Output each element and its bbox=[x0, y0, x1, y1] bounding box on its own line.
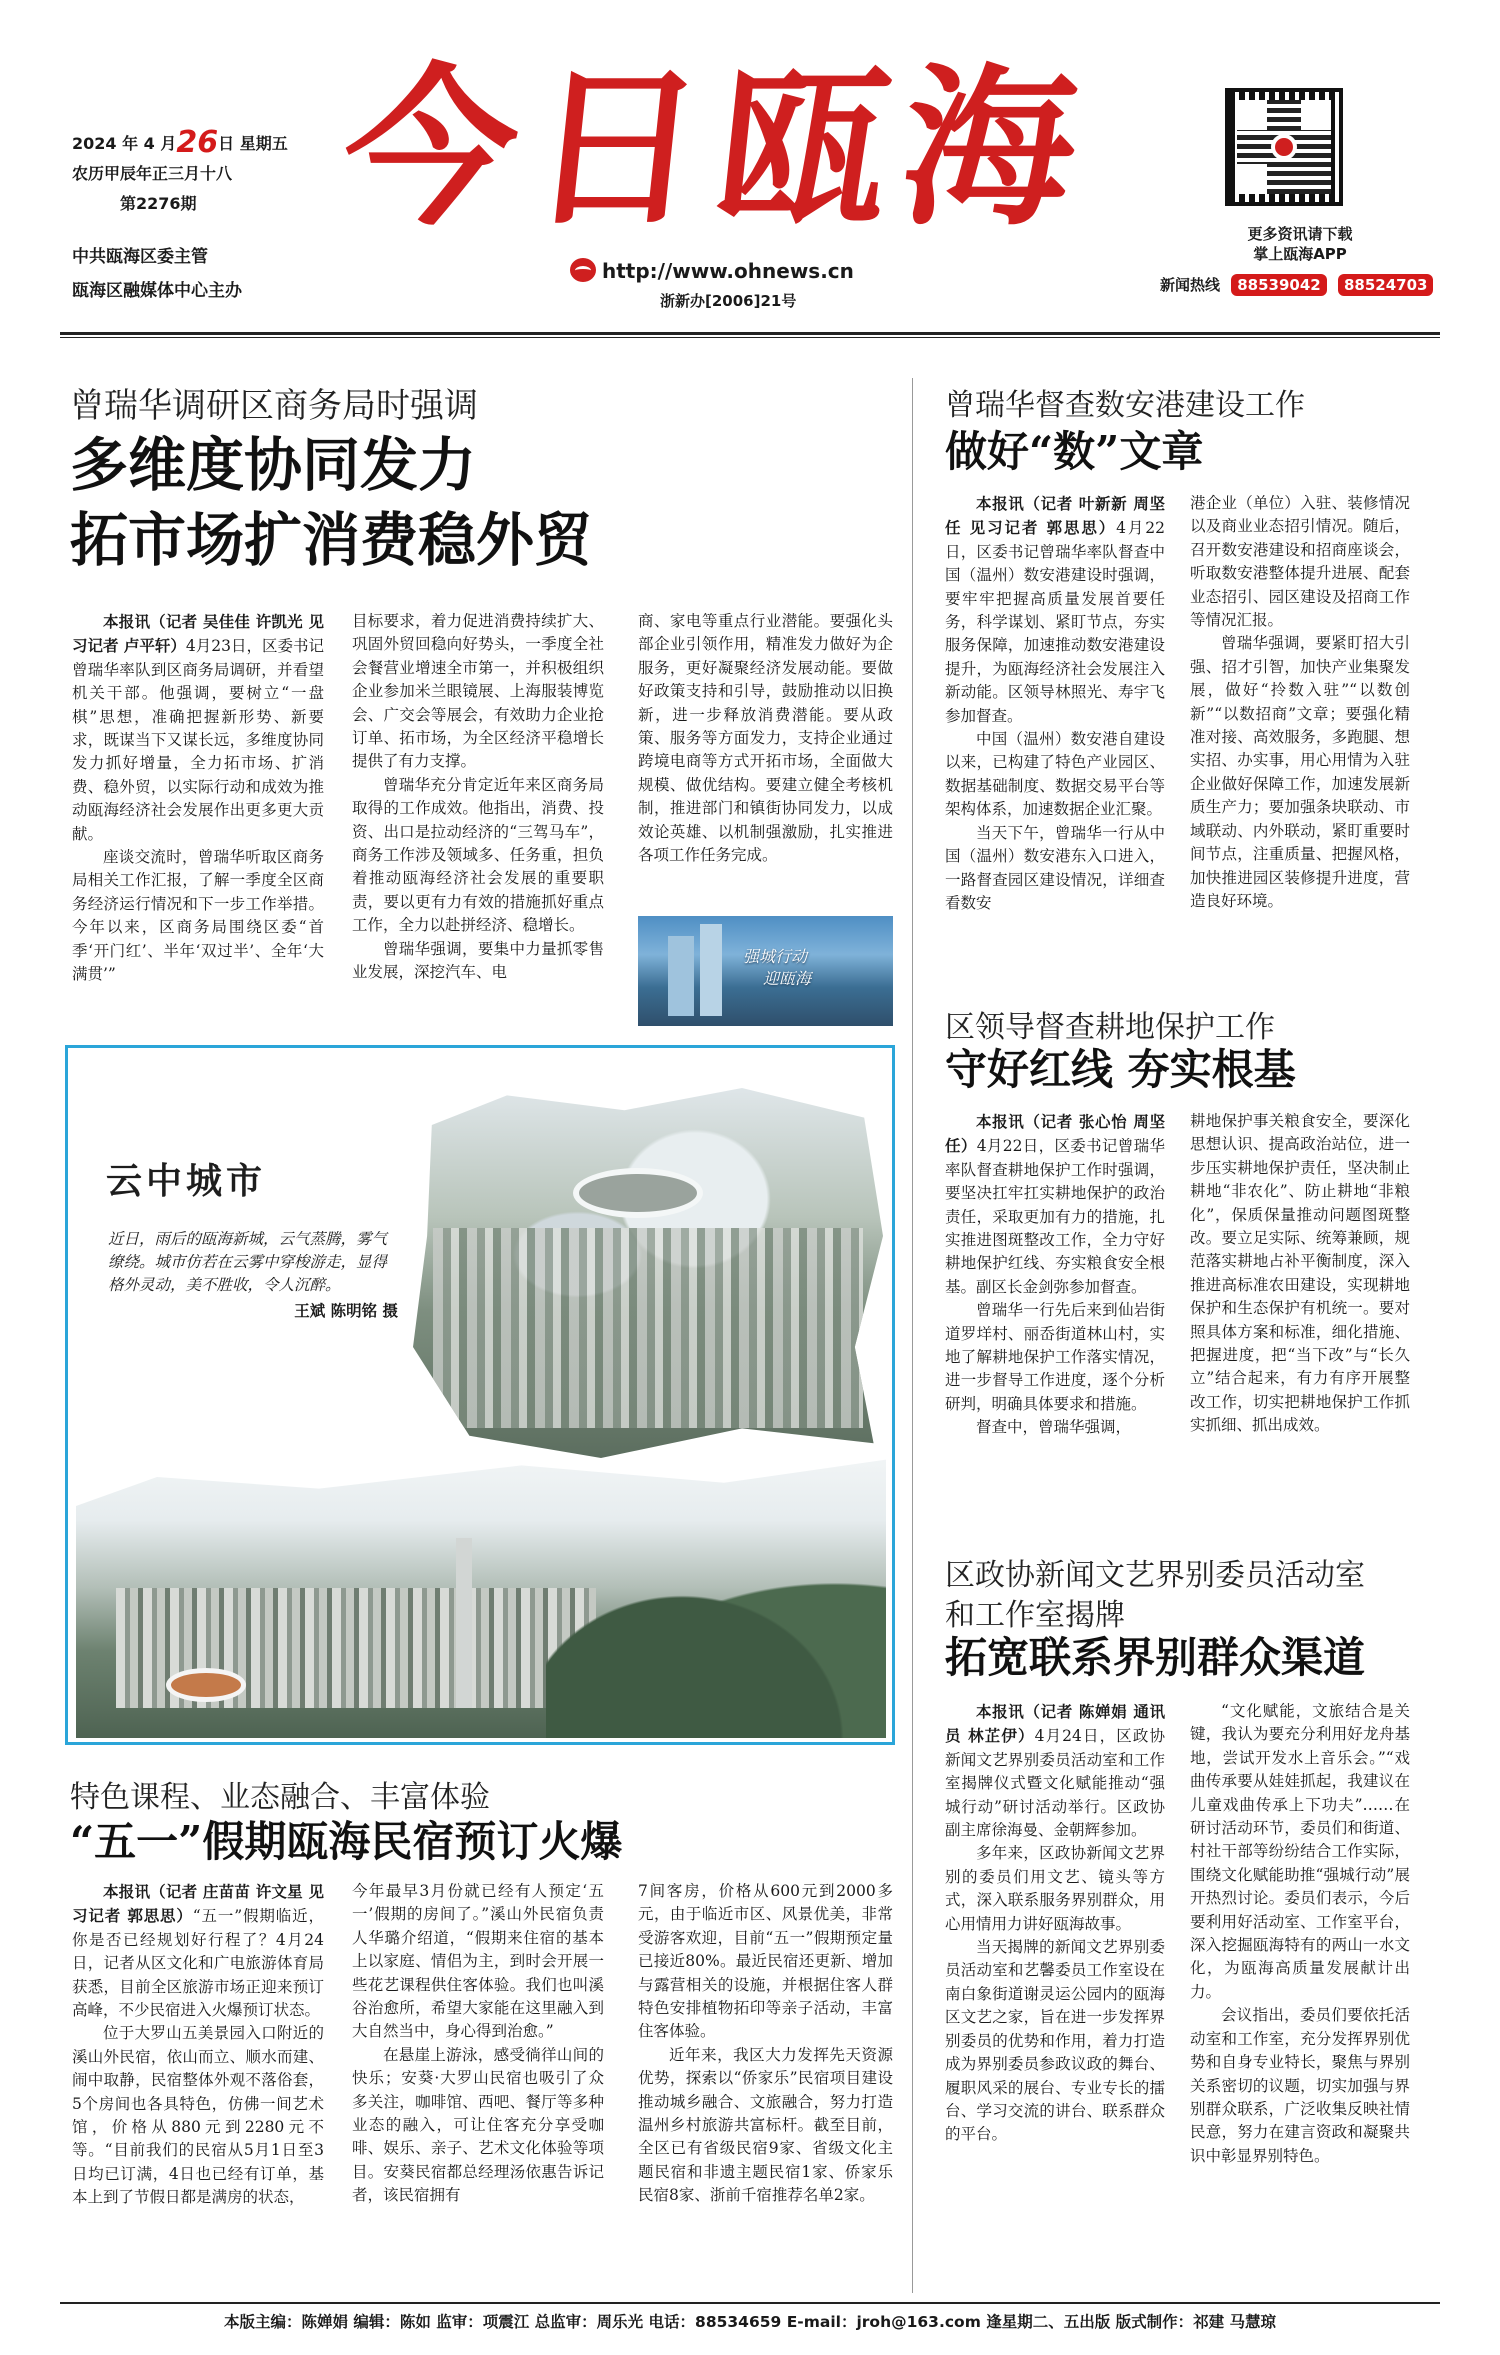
farmland-para-1: 4月22日，区委书记曾瑞华率队督查耕地保护工作时强调，要坚决扛牢扛实耕地保护的政治责任，采取更加有力的措施，扎实推进图斑整改工作，全力守好耕地保护红线、夯实粮食安全根基。副区长金剑弥参加督查。 bbox=[945, 1137, 1165, 1296]
app-line-2: 掌上瓯海APP bbox=[1253, 245, 1347, 263]
photo-title: 云中城市 bbox=[106, 1160, 267, 1202]
farmland-para-3: 督查中，曾瑞华强调， bbox=[976, 1418, 1132, 1437]
digital-para-1: 4月22日，区委书记曾瑞华率队督查中国（温州）数安港建设时强调，要牢牢把握高质量发展首要任务，科学谋划、紧盯节点，夯实服务保障，加速推动数安港建设提升，为瓯海经济社会发展注入新动能。区领导林照光、寿宇飞参加督查。 bbox=[945, 519, 1165, 725]
website-url[interactable]: http://www.ohnews.cn bbox=[602, 259, 854, 283]
hotline-number-2: 88524703 bbox=[1338, 274, 1434, 296]
homestay-para-5: 7间客房，价格从600元到2000多元，由于临近市区、风景优美，非常受游客欢迎，目前“五一”假期预定量已接近80%。最近民宿还更新、增加与露营相关的设施，并根据住客人群特色安排植物拓印等亲子活动，丰富住客体验。 bbox=[638, 1882, 893, 2041]
cppcc-para-3: 当天揭牌的新闻文艺界别委员活动室和艺馨委员工作室设在南白象街道谢灵运公园内的瓯海区文艺之家，旨在进一步发挥界别委员的优势和作用，着力打造成为界别委员参政议政的舞台、履职风采的展台、专业专长的擂台、学习交流的讲台、联系群众的平台。 bbox=[945, 1938, 1165, 2144]
masthead-rule-thin bbox=[60, 337, 1440, 338]
digital-column-2 bbox=[1190, 492, 1410, 977]
digital-para-3: 当天下午，曾瑞华一行从中国（温州）数安港东入口进入，一路督查园区建设情况，详细查看数安 bbox=[945, 823, 1165, 912]
lead-column-2 bbox=[352, 610, 604, 1030]
lead-column-3 bbox=[638, 610, 893, 905]
photo-credit: 王斌 陈明铭 摄 bbox=[294, 1301, 398, 1320]
editorial-footer: 本版主编：陈婵娟 编辑：陈如 监审：项震江 总监审：周乐光 电话：88534659 E-mail：jroh@163.com 逢星期二、五出版 版式制作：祁建 马慧琼 bbox=[223, 2313, 1277, 2331]
farmland-para-4: 耕地保护事关粮食安全，要深化思想认识、提高政治站位，进一步压实耕地保护责任，坚决制止耕地“非农化”、防止耕地“非粮化”，保质保量推动问题图斑整改。要立足实际、统筹兼顾，规范落实耕地占补平衡制度，深入推进高标准农田建设，实现耕地保护和生态保护有机统一。要对照具体方案和标准，细化措施、把握进度，把“当下改”与“长久立”结合起来，有力有序开展整改工作，切实把耕地保护工作抓实抓细、抓出成效。 bbox=[1190, 1112, 1410, 1435]
cppcc-para-5: 会议指出，委员们要依托活动室和工作室，充分发挥界别优势和自身专业特长，聚焦与界别关系密切的议题，切实加强与界别群众联系，广泛收集反映社情民意，努力在建言资政和凝聚共识中彰显界别特色。 bbox=[1190, 2006, 1410, 2165]
farmland-column-1 bbox=[945, 1110, 1165, 1535]
masthead-rule bbox=[60, 332, 1440, 335]
banner-slogan: 强城行动 迎瓯海 bbox=[743, 947, 812, 988]
digital-headline: 做好“数”文章 bbox=[945, 427, 1204, 476]
aerial-photo-top bbox=[413, 1088, 883, 1458]
homestay-para-4: 在悬崖上游泳，感受徜徉山间的快乐；安葵·大罗山民宿也吸引了众多关注，咖啡馆、西吧、餐厅等多种业态的融入，可让住客充分享受咖啡、娱乐、亲子、艺术文化体验等项目。安葵民宿都总经理汤依惠告诉记者，该民宿拥有 bbox=[352, 2045, 604, 2205]
lead-para-6: 商、家电等重点行业潜能。要强化头部企业引领作用，精准发力做好为企服务，更好凝聚经济发展动能。要做好政策支持和引导，鼓励推动以旧换新，进一步释放消费潜能。要从政策、服务等方面发力，支持企业通过跨境电商等方式开拓市场，全面做大规模、做优结构。要建立健全考核机制，推进部门和镇街协同发力，以成效论英雄、以机制强激励，扎实推进各项工作任务完成。 bbox=[638, 612, 893, 865]
lead-headline-1: 多维度协同发力 bbox=[70, 431, 477, 499]
lead-para-5: 曾瑞华强调，要集中力量抓零售业发展，深挖汽车、电 bbox=[352, 939, 604, 982]
homestay-headline: “五一”假期瓯海民宿预订火爆 bbox=[70, 1817, 623, 1866]
farmland-column-2 bbox=[1190, 1110, 1410, 1535]
homestay-para-6: 近年来，我区大力发挥先天资源优势，探索以“侨家乐”民宿项目建设推动城乡融合、文旅融合，努力打造温州乡村旅游共富标杆。截至目前，全区已有省级民宿9家、省级文化主题民宿和非遗主题民宿1家、侨家乐民宿8家、浙前千宿推荐名单2家。 bbox=[638, 2045, 893, 2205]
publication-date: 2024 年 4 月26日 星期五 bbox=[72, 125, 288, 160]
digital-para-5: 曾瑞华强调，要紧盯招大引强、招才引智，加快产业集聚发展，做好“拎数入驻”“以数创新”“以数招商”文章；要强化精准对接、高效服务，多跑腿、想实招、办实事，用心用情为入驻企业做好保障工作，加速发展新质生产力；要加强条块联动、市域联动、内外联动，紧盯重要时间节点，注重质量、把握风格，加快推进园区装修提升进度，营造良好环境。 bbox=[1190, 634, 1410, 910]
cppcc-para-4: “文化赋能，文旅结合是关键，我认为要充分利用好龙舟基地，尝试开发水上音乐会。”“戏曲传承要从娃娃抓起，我建议在儿童戏曲传承上下功夫”……在研讨活动环节，委员们和街道、村社干部等纷纷结合工作实际，围绕文化赋能助推“强城行动”展开热烈讨论。委员们表示，今后要利用好活动室、工作室平台，深入挖掘瓯海特有的两山一水文化，为瓯海高质量发展献计出力。 bbox=[1190, 1702, 1410, 2001]
app-download-text bbox=[1200, 224, 1400, 264]
photo-caption bbox=[108, 1228, 398, 1322]
farmland-kicker: 区领导督查耕地保护工作 bbox=[945, 1010, 1275, 1045]
lead-para-4: 曾瑞华充分肯定近年来区商务局取得的工作成效。他指出，消费、投资、出口是拉动经济的“三驾马车”，商务工作涉及领域多、任务重，担负着推动瓯海经济社会发展的重要职责，要以更有力有效的措施抓好重点工作，全力以赴拼经济、稳增长。 bbox=[352, 775, 604, 935]
cppcc-kicker-1: 区政协新闻文艺界别委员活动室 bbox=[945, 1558, 1365, 1593]
lead-para-2: 座谈交流时，曾瑞华听取区商务局相关工作汇报，了解一季度全区商务经济运行情况和下一步工作举措。今年以来，区商务局围绕区委“首季‘开门红’、半年‘双过半’、全年‘大满贯’” bbox=[72, 848, 324, 984]
cppcc-column-2 bbox=[1190, 1700, 1410, 2285]
digital-column-1 bbox=[945, 492, 1165, 977]
lead-byline: 本报讯（记者 吴佳佳 许凯光 见习记者 卢平轩） bbox=[72, 612, 324, 656]
digital-para-2: 中国（温州）数安港自建设以来，已构建了特色产业园区、数据基础制度、数据交易平台等架构体系，加速数据企业汇聚。 bbox=[945, 730, 1165, 819]
lead-para-1: 4月23日，区委书记曾瑞华率队到区商务局调研，并看望机关干部。他强调，要树立“一盘棋”思想，准确把握新形势、新要求，既谋当下又谋长远，多维度协同发力抓好增量，全力拓市场、扩消费、稳外贸，以实际行动和成效为推动瓯海经济社会发展作出更多更大贡献。 bbox=[72, 637, 324, 843]
website-row[interactable] bbox=[570, 258, 854, 283]
strong-city-banner-photo bbox=[638, 916, 893, 1026]
homestay-para-1: “五一”假期临近，你是否已经规划好行程了？4月24日，记者从区文化和广电旅游体育局获悉，目前全区旅游市场正迎来预订高峰，不少民宿进入火爆预订状态。 bbox=[72, 1907, 324, 2020]
sponsor-line-1: 中共瓯海区委主管 bbox=[72, 247, 208, 267]
footer-rule bbox=[60, 2302, 1440, 2304]
sponsor-block bbox=[72, 240, 242, 308]
column-separator-lower bbox=[912, 1553, 913, 2293]
homestay-column-2 bbox=[352, 1880, 604, 2280]
news-hotline bbox=[1160, 274, 1433, 295]
digital-para-4: 港企业（单位）入驻、装修情况以及商业业态招引情况。随后，召开数安港建设和招商座谈会，听取数安港整体提升进展、配套业态招引、园区建设及招商工作等情况汇报。 bbox=[1190, 494, 1410, 630]
homestay-byline: 本报讯（记者 庄苗苗 许文星 见习记者 郭思思） bbox=[72, 1882, 324, 1926]
hotline-label: 新闻热线 bbox=[1160, 276, 1221, 294]
homestay-column-3 bbox=[638, 1880, 893, 2280]
cppcc-para-1: 4月24日，区政协新闻文艺界别委员活动室和工作室揭牌仪式暨文化赋能推动“强城行动”研讨活动举行。区政协副主席徐海曼、金朝辉参加。 bbox=[945, 1727, 1165, 1840]
digital-byline: 本报讯（记者 叶新新 周坚任 见习记者 郭思思） bbox=[945, 494, 1165, 538]
app-line-1: 更多资讯请下载 bbox=[1247, 225, 1353, 243]
cppcc-kicker-2: 和工作室揭牌 bbox=[945, 1598, 1125, 1633]
photo-feature-frame bbox=[65, 1045, 895, 1745]
homestay-kicker: 特色课程、业态融合、丰富体验 bbox=[70, 1780, 490, 1815]
qr-code-icon[interactable] bbox=[1225, 88, 1343, 206]
cppcc-byline: 本报讯（记者 陈婵娟 通讯员 林芷伊） bbox=[945, 1702, 1165, 1746]
homestay-para-2: 位于大罗山五美景园入口附近的溪山外民宿，依山而立、顺水而建、闹中取静，民宿整体外观不落俗套，5个房间也各具特色，仿佛一间艺术馆，价格从880元到2280元不等。“目前我们的民宿从5月1日至3日均已订满，4日也已经有订单，基本上到了节假日都是满房的状态， bbox=[72, 2024, 324, 2207]
cppcc-column-1 bbox=[945, 1700, 1165, 2285]
photo-caption-text: 近日，雨后的瓯海新城，云气蒸腾，雾气缭绕。城市仿若在云雾中穿梭游走，显得格外灵动，美不胜收，令人沉醉。 bbox=[108, 1230, 388, 1294]
farmland-headline: 守好红线 夯实根基 bbox=[945, 1045, 1296, 1094]
issue-number: 第2276期 bbox=[120, 194, 197, 213]
farmland-byline: 本报讯（记者 张心怡 周坚任） bbox=[945, 1112, 1165, 1156]
cppcc-para-2: 多年来，区政协新闻文艺界别的委员们用文艺、镜头等方式，深入联系服务界别群众，用心用情用力讲好瓯海故事。 bbox=[945, 1844, 1165, 1933]
farmland-para-2: 曾瑞华一行先后来到仙岩街道罗垟村、丽岙街道林山村，实地了解耕地保护工作落实情况，进一步督导工作进度，逐个分析研判，明确具体要求和措施。 bbox=[945, 1301, 1165, 1413]
lunar-date: 农历甲辰年正三月十八 bbox=[72, 164, 233, 183]
date-day: 26 bbox=[176, 125, 219, 160]
sponsor-line-2: 瓯海区融媒体中心主办 bbox=[72, 281, 242, 301]
lead-para-3: 目标要求，着力促进消费持续扩大、巩固外贸回稳向好势头，一季度全社会餐营业增速全市第一，并积极组织企业参加米兰眼镜展、上海服装博览会、广交会等展会，有效助力企业抢订单、拓市场，为全区经济平稳增长提供了有力支撑。 bbox=[352, 612, 604, 771]
license-number: 浙新办[2006]21号 bbox=[660, 292, 797, 310]
hotline-number-1: 88539042 bbox=[1231, 274, 1327, 296]
newspaper-title: 今日瓯海 bbox=[334, 46, 1100, 249]
column-separator bbox=[912, 378, 913, 1753]
lead-kicker: 曾瑞华调研区商务局时强调 bbox=[70, 386, 478, 426]
digital-kicker: 曾瑞华督查数安港建设工作 bbox=[945, 388, 1305, 423]
lead-column-1 bbox=[72, 610, 324, 1030]
aerial-photo-bottom bbox=[76, 1448, 886, 1738]
homestay-para-3: 今年最早3月份就已经有人预定‘五一’假期的房间了。”溪山外民宿负责人华璐介绍道，“假期来住宿的基本上以家庭、情侣为主，到时会开展一些花艺课程供住客体验。我们也叫溪谷治愈所，希望大家能在这里融入到大自然当中，身心得到治愈。” bbox=[352, 1882, 604, 2041]
lead-headline-2: 拓市场扩消费稳外贸 bbox=[70, 506, 593, 574]
date-block bbox=[72, 125, 332, 219]
ohnews-logo-icon bbox=[570, 258, 596, 282]
cppcc-headline: 拓宽联系界别群众渠道 bbox=[945, 1633, 1366, 1682]
homestay-column-1 bbox=[72, 1880, 324, 2280]
